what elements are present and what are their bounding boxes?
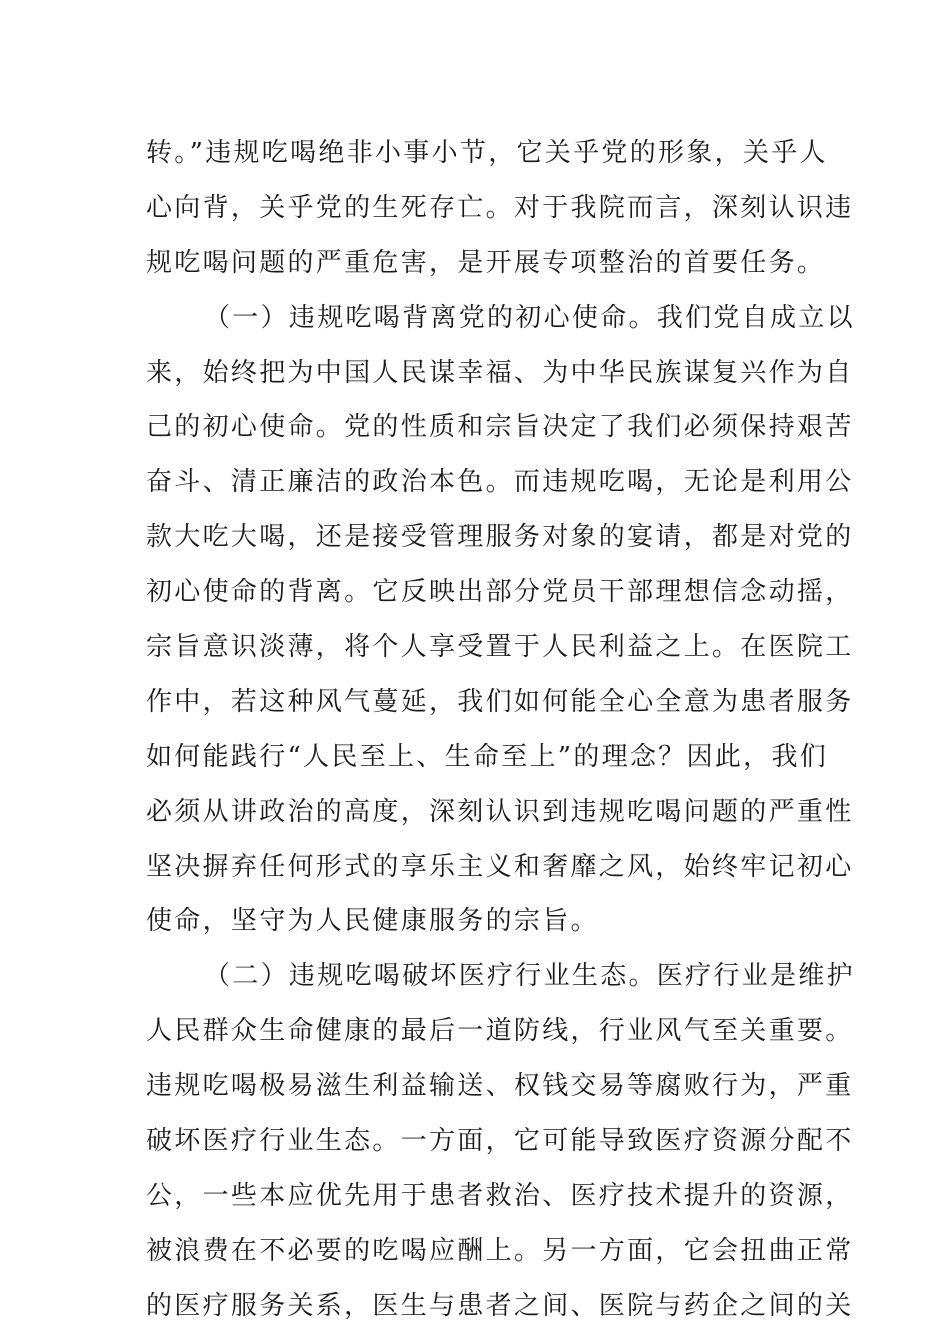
paragraph-line: 坚决摒弃任何形式的享乐主义和奢靡之风，始终牢记初心 [146,851,854,882]
paragraph-line: 初心使命的背离。它反映出部分党员干部理想信念动摇， [146,577,854,608]
paragraph-line: 被浪费在不必要的吃喝应酬上。另一方面，它会扭曲正常 [146,1235,854,1266]
paragraph-line: 使命，坚守为人民健康服务的宗旨。 [146,906,599,937]
body-text [146,126,855,1334]
paragraph-line: 的医疗服务关系，医生与患者之间、医院与药企之间的关 [146,1290,854,1321]
paragraph-line: 转。”违规吃喝绝非小事小节，它关乎党的形象，关乎人 [146,138,828,168]
paragraph-line: 款大吃大喝，还是接受管理服务对象的宴请，都是对党的 [146,522,854,553]
paragraph-line: 心向背，关乎党的生死存亡。对于我院而言，深刻认识违 [146,192,854,223]
paragraph-line: 宗旨意识淡薄，将个人享受置于人民利益之上。在医院工 [146,632,854,663]
paragraph-line: 规吃喝问题的严重危害，是开展专项整治的首要任务。 [146,247,826,278]
paragraph-line: 破坏医疗行业生态。一方面，它可能导致医疗资源分配不 [146,1126,854,1157]
paragraph-line: 如何能践行“人民至上、生命至上”的理念？因此，我们 [146,741,829,772]
section-heading-line: （一）违规吃喝背离党的初心使命。我们党自成立以 [204,302,855,333]
paragraph-line: 公，一些本应优先用于患者救治、医疗技术提升的资源， [146,1180,854,1211]
paragraph-line: 己的初心使命。党的性质和宗旨决定了我们必须保持艰苦 [146,412,854,443]
paragraph-line: 作中，若这种风气蔓延，我们如何能全心全意为患者服务 [146,686,854,717]
paragraph-line: 奋斗、清正廉洁的政治本色。而违规吃喝，无论是利用公 [146,467,854,498]
section-heading-line: （二）违规吃喝破坏医疗行业生态。医疗行业是维护 [204,961,855,992]
paragraph-line: 人民群众生命健康的最后一道防线，行业风气至关重要。 [146,1016,854,1047]
paragraph-line: 必须从讲政治的高度，深刻认识到违规吃喝问题的严重性 [146,796,854,827]
paragraph-line: 违规吃喝极易滋生利益输送、权钱交易等腐败行为，严重 [146,1071,854,1102]
paragraph-line: 来，始终把为中国人民谋幸福、为中华民族谋复兴作为自 [146,357,854,388]
